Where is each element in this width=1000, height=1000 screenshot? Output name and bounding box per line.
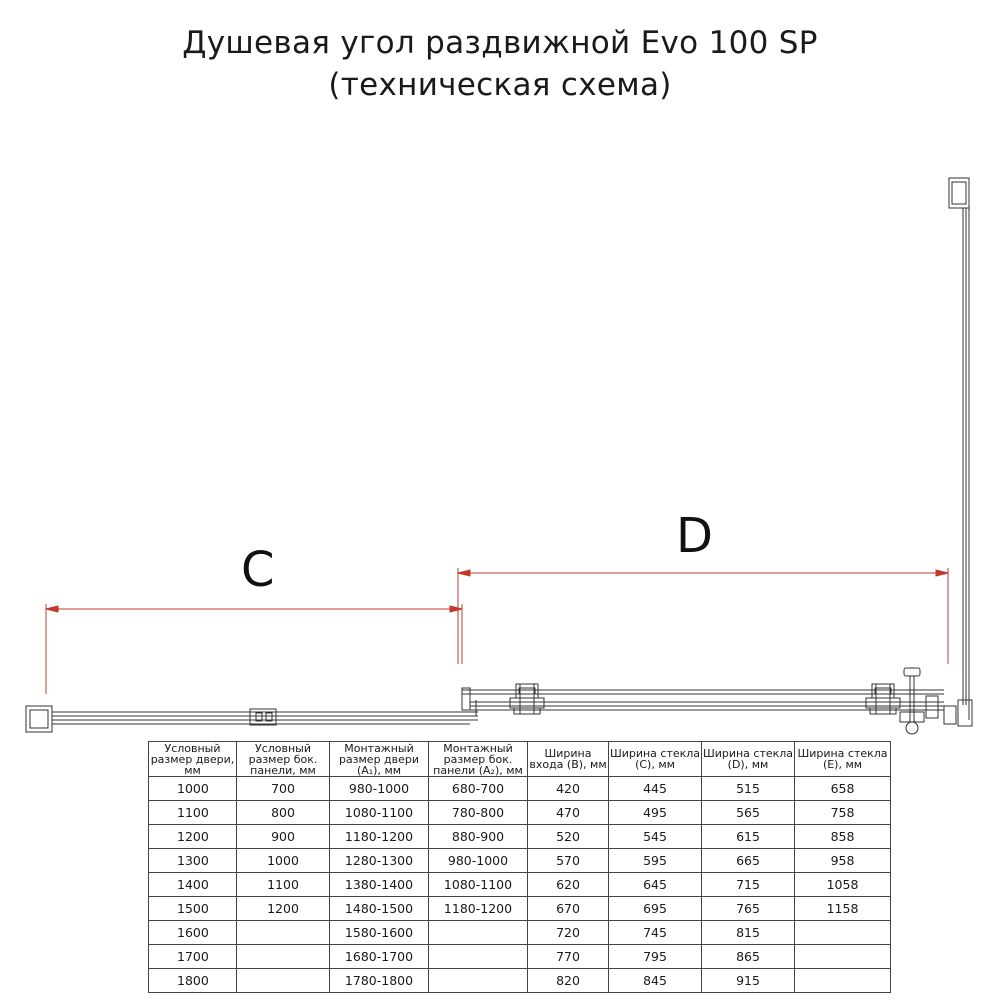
header-side-panel-size: Условный размер бок. панели, мм <box>237 742 330 777</box>
title-line-2: (техническая схема) <box>328 67 672 103</box>
header-door-size: Условный размер двери, мм <box>149 742 237 777</box>
table-cell: 720 <box>528 921 609 945</box>
table-cell: 1058 <box>795 873 891 897</box>
table-cell: 1380-1400 <box>330 873 429 897</box>
table-cell: 1400 <box>149 873 237 897</box>
table-cell: 1080-1100 <box>330 801 429 825</box>
header-entrance-width: Ширина входа (B), мм <box>528 742 609 777</box>
header-door-mounting: Монтажный размер двери (A₁), мм <box>330 742 429 777</box>
table-cell: 780-800 <box>429 801 528 825</box>
table-cell: 595 <box>609 849 702 873</box>
table-row <box>149 873 891 897</box>
table-cell <box>429 945 528 969</box>
table-cell: 470 <box>528 801 609 825</box>
table-cell: 658 <box>795 777 891 801</box>
dimension-line-c <box>46 604 462 694</box>
table-cell <box>429 969 528 993</box>
table-cell: 880-900 <box>429 825 528 849</box>
table-row <box>149 801 891 825</box>
table-cell: 915 <box>702 969 795 993</box>
table-cell <box>237 921 330 945</box>
table-cell: 570 <box>528 849 609 873</box>
table-cell <box>237 969 330 993</box>
table-cell: 1200 <box>149 825 237 849</box>
table-cell: 445 <box>609 777 702 801</box>
table-cell: 695 <box>609 897 702 921</box>
table-cell: 715 <box>702 873 795 897</box>
table-cell: 545 <box>609 825 702 849</box>
header-glass-e: Ширина стекла (E), мм <box>795 742 891 777</box>
dimension-label-c: C <box>241 542 275 598</box>
table-cell: 795 <box>609 945 702 969</box>
dimension-label-d: D <box>676 508 713 564</box>
table-cell: 845 <box>609 969 702 993</box>
table-cell: 665 <box>702 849 795 873</box>
table-cell <box>795 921 891 945</box>
table-cell: 745 <box>609 921 702 945</box>
table-row <box>149 945 891 969</box>
table-row <box>149 849 891 873</box>
table-cell: 865 <box>702 945 795 969</box>
table-cell: 615 <box>702 825 795 849</box>
table-cell: 495 <box>609 801 702 825</box>
header-glass-c: Ширина стекла (C), мм <box>609 742 702 777</box>
table-cell: 958 <box>795 849 891 873</box>
table-cell: 900 <box>237 825 330 849</box>
table-cell: 515 <box>702 777 795 801</box>
title-line-1: Душевая угол раздвижной Evo 100 SP <box>182 25 818 61</box>
table-cell: 620 <box>528 873 609 897</box>
table-cell: 758 <box>795 801 891 825</box>
table-cell: 1080-1100 <box>429 873 528 897</box>
table-cell: 815 <box>702 921 795 945</box>
table-row <box>149 777 891 801</box>
table-cell: 980-1000 <box>330 777 429 801</box>
header-glass-d: Ширина стекла (D), мм <box>702 742 795 777</box>
table-cell: 980-1000 <box>429 849 528 873</box>
table-cell: 565 <box>702 801 795 825</box>
table-cell <box>429 921 528 945</box>
table-cell: 520 <box>528 825 609 849</box>
left-glass-panel <box>26 700 478 732</box>
table-cell: 1000 <box>237 849 330 873</box>
table-cell <box>237 945 330 969</box>
table-cell: 820 <box>528 969 609 993</box>
table-cell: 1180-1200 <box>429 897 528 921</box>
table-cell: 1700 <box>149 945 237 969</box>
table-cell: 1500 <box>149 897 237 921</box>
table-cell: 670 <box>528 897 609 921</box>
table-cell: 1600 <box>149 921 237 945</box>
handle-knob <box>900 668 938 734</box>
table-cell: 700 <box>237 777 330 801</box>
table-row <box>149 825 891 849</box>
table-cell: 420 <box>528 777 609 801</box>
table-cell <box>795 969 891 993</box>
table-cell: 1580-1600 <box>330 921 429 945</box>
table-cell: 645 <box>609 873 702 897</box>
table-cell: 800 <box>237 801 330 825</box>
table-cell <box>795 945 891 969</box>
header-panel-mounting: Монтажный размер бок. панели (A₂), мм <box>429 742 528 777</box>
table-cell: 1100 <box>149 801 237 825</box>
table-row <box>149 921 891 945</box>
table-cell: 765 <box>702 897 795 921</box>
dimension-line-d <box>458 568 948 664</box>
table-cell: 1800 <box>149 969 237 993</box>
table-header-row <box>149 742 891 777</box>
table-cell: 1200 <box>237 897 330 921</box>
table-cell: 680-700 <box>429 777 528 801</box>
table-cell: 770 <box>528 945 609 969</box>
table-cell: 1300 <box>149 849 237 873</box>
dimensions-table <box>148 741 891 993</box>
table-row <box>149 897 891 921</box>
table-cell: 1158 <box>795 897 891 921</box>
table-cell: 858 <box>795 825 891 849</box>
table-cell: 1180-1200 <box>330 825 429 849</box>
table-cell: 1780-1800 <box>330 969 429 993</box>
table-cell: 1280-1300 <box>330 849 429 873</box>
table-row <box>149 969 891 993</box>
table-cell: 1480-1500 <box>330 897 429 921</box>
table-cell: 1100 <box>237 873 330 897</box>
table-cell: 1680-1700 <box>330 945 429 969</box>
table-cell: 1000 <box>149 777 237 801</box>
